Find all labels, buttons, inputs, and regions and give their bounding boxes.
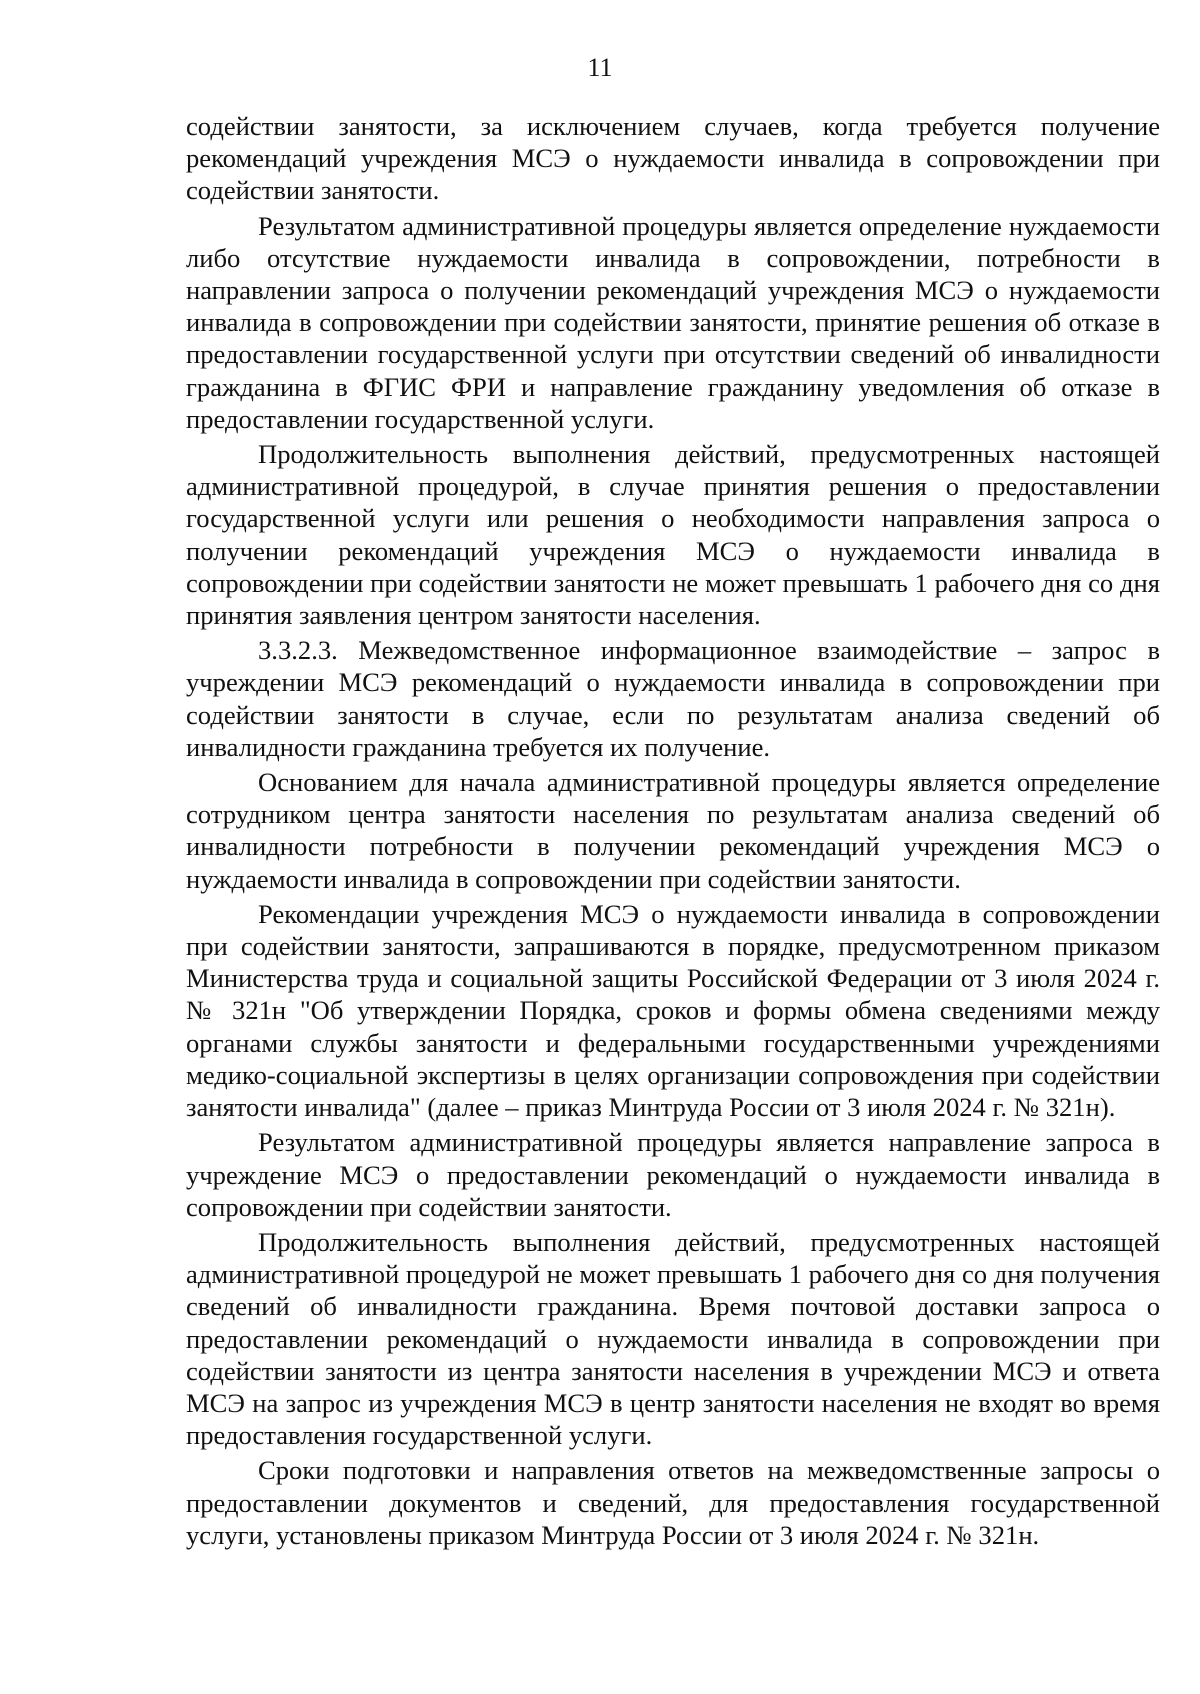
- paragraph-duration-decision: Продолжительность выполнения действий, предусмотренных настоящей административной процедурой, в случае принятия решения о предоставлении государственной услуги или решения о необходимости направления запроса о получении рекомендаций учреждения МСЭ о нуждаемости инвалида в сопровождении при содействии занятости не может превышать 1 рабочего дня со дня принятия заявления центром занятости населения.: [186, 439, 1160, 631]
- paragraph-result-request: Результатом административной процедуры является направление запроса в учреждение МСЭ о предоставлении рекомендаций о нуждаемости инвалида в сопровождении при содействии занятости.: [186, 1127, 1160, 1222]
- document-body: [186, 110, 1160, 1554]
- paragraph-recommendations-order: Рекомендации учреждения МСЭ о нуждаемости инвалида в сопровождении при содействии занятости, запрашиваются в порядке, предусмотренном приказом Министерства труда и социальной защиты Российской Федерации от 3 июля 2024 г. № 321н "Об утверждении Порядка, сроков и формы обмена сведениями между органами службы занятости и федеральными государственными учреждениями медико-социальной экспертизы в целях организации сопровождения при содействии занятости инвалида" (далее – приказ Минтруда России от 3 июля 2024 г. № 321н).: [186, 898, 1160, 1123]
- paragraph-result-definition: Результатом административной процедуры является определение нуждаемости либо отсутствие нуждаемости инвалида в сопровождении, потребности в направлении запроса о получении рекомендаций учреждения МСЭ о нуждаемости инвалида в сопровождении при содействии занятости, принятие решения об отказе в предоставлении государственной услуги при отсутствии сведений об инвалидности гражданина в ФГИС ФРИ и направление гражданину уведомления об отказе в предоставлении государственной услуги.: [186, 210, 1160, 434]
- paragraph-deadlines: Сроки подготовки и направления ответов на межведомственные запросы о предоставлении документов и сведений, для предоставления государственной услуги, установлены приказом Минтруда России от 3 июля 2024 г. № 321н.: [186, 1455, 1160, 1550]
- paragraph-section-3-3-2-3: 3.3.2.3. Межведомственное информационное взаимодействие – запрос в учреждении МСЭ рекомендаций о нуждаемости инвалида в сопровождении при содействии занятости в случае, если по результатам анализа сведений об инвалидности гражданина требуется их получение.: [186, 635, 1160, 762]
- paragraph-continuation: содействии занятости, за исключением случаев, когда требуется получение рекомендаций учреждения МСЭ о нуждаемости инвалида в сопровождении при содействии занятости.: [186, 111, 1160, 206]
- paragraph-duration-request: Продолжительность выполнения действий, предусмотренных настоящей административной процедурой не может превышать 1 рабочего дня со дня получения сведений об инвалидности гражданина. Время почтовой доставки запроса о предоставлении рекомендаций о нуждаемости инвалида в сопровождении при содействии занятости из центра занятости населения в учреждении МСЭ и ответа МСЭ на запрос из учреждения МСЭ в центр занятости населения не входят во время предоставления государственной услуги.: [186, 1226, 1160, 1451]
- paragraph-basis: Основанием для начала административной процедуры является определение сотрудником центра занятости населения по результатам анализа сведений об инвалидности потребности в получении рекомендаций учреждения МСЭ о нуждаемости инвалида в сопровождении при содействии занятости.: [186, 767, 1160, 894]
- page-number: 11: [587, 53, 613, 82]
